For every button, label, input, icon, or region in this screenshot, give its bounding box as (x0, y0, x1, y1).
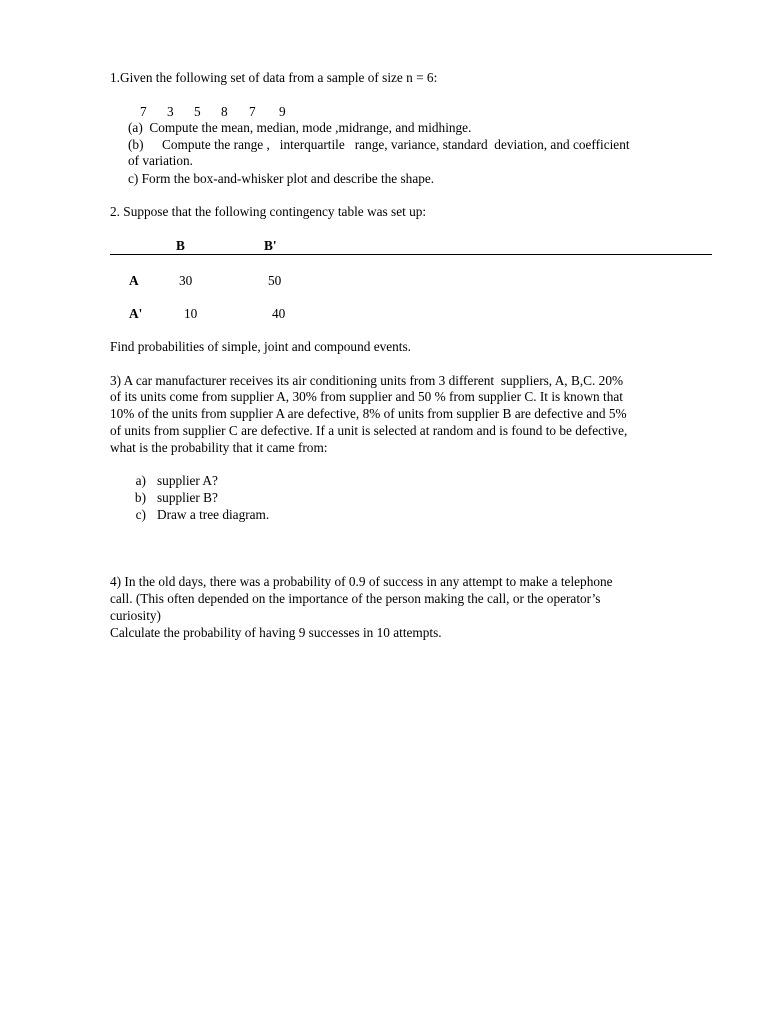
table-cell: 30 (179, 273, 193, 288)
q2-footer: Find probabilities of simple, joint and compound events. (110, 339, 411, 354)
list-item: supplier B? (157, 490, 218, 505)
q3-line: 10% of the units from supplier A are defective, 8% of units from supplier B are defective and 5% (110, 406, 627, 421)
q3-line: 3) A car manufacturer receives its air conditioning units from 3 different suppliers, A, B,C. 20% (110, 373, 624, 388)
q1-part-c: c) Form the box-and-whisker plot and describe the shape. (128, 171, 435, 186)
table-cell: 10 (184, 306, 198, 321)
q1-data-value: 8 (221, 104, 228, 119)
q1-title: 1.Given the following set of data from a sample of size n = 6: (110, 70, 438, 85)
q1-data-value: 9 (279, 104, 286, 119)
q1-part-a: (a) Compute the mean, median, mode ,midrange, and midhinge. (128, 120, 472, 135)
q3-line: of its units come from supplier A, 30% from supplier and 50 % from supplier C. It is known that (110, 389, 623, 404)
q3-line: what is the probability that it came from: (110, 440, 328, 455)
table-rule (110, 254, 712, 255)
list-marker: b) (134, 490, 146, 505)
q1-part-b-label: (b) (128, 137, 144, 152)
q4-line: Calculate the probability of having 9 successes in 10 attempts. (110, 625, 442, 640)
list-marker: c) (135, 507, 146, 522)
q1-part-b-cont: of variation. (128, 153, 193, 168)
table-cell: 50 (268, 273, 282, 288)
table-row-label: A (129, 273, 139, 288)
q2-title: 2. Suppose that the following contingency table was set up: (110, 204, 427, 219)
q4-line: 4) In the old days, there was a probability of 0.9 of success in any attempt to make a telephone (110, 574, 613, 589)
q4-line: call. (This often depended on the importance of the person making the call, or the operator’s (110, 591, 601, 606)
q1-data-value: 3 (167, 104, 174, 119)
q1-part-b: Compute the range , interquartile range, variance, standard deviation, and coefficient (162, 137, 630, 152)
list-marker: a) (135, 473, 146, 488)
table-cell: 40 (272, 306, 286, 321)
table-col-header: B (176, 238, 185, 253)
table-row-label: A' (129, 306, 143, 321)
q4-line: curiosity) (110, 608, 161, 623)
q1-data-value: 7 (249, 104, 256, 119)
list-item: supplier A? (157, 473, 218, 488)
q1-data-value: 5 (194, 104, 201, 119)
q3-line: of units from supplier C are defective. If a unit is selected at random and is found to be defective, (110, 423, 628, 438)
list-item: Draw a tree diagram. (157, 507, 270, 522)
table-col-header: B' (264, 238, 277, 253)
q1-data-value: 7 (140, 104, 147, 119)
